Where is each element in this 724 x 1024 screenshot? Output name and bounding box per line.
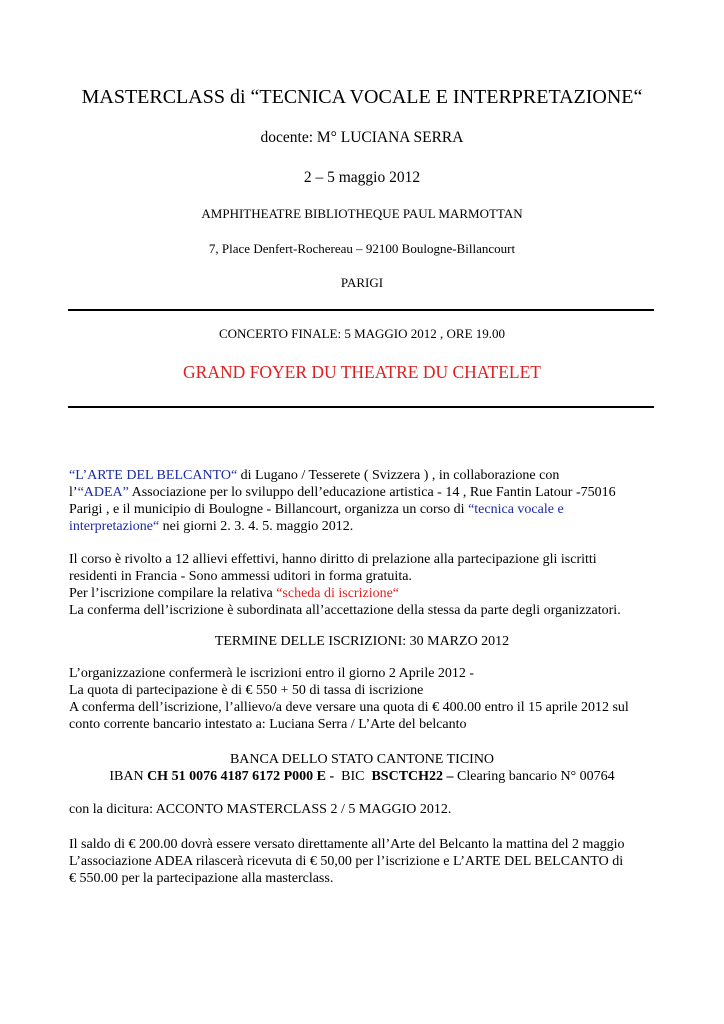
address-line: 7, Place Denfert-Rochereau – 92100 Boulogne-Billancourt [208, 241, 516, 256]
course-line-3 [69, 585, 661, 602]
divider-top [68, 309, 654, 311]
city-line: PARIGI [340, 275, 384, 290]
deadline-line: TERMINE DELLE ISCRIZIONI: 30 MARZO 2012 [214, 634, 510, 649]
dates-line: 2 – 5 maggio 2012 [303, 169, 421, 186]
fees-line-2: La quota di partecipazione è di € 550 + 50 di tassa di iscrizione [69, 683, 424, 698]
concert-location: GRAND FOYER DU THEATRE DU CHATELET [183, 362, 541, 382]
course-line-3-text: Per l’iscrizione compilare la relativa [69, 586, 277, 601]
intro-line-3 [69, 501, 661, 518]
clearing-text: Clearing bancario N° 00764 [453, 769, 615, 784]
teacher-line: docente: M° LUCIANA SERRA [260, 129, 464, 146]
course-name-part2: interpretazione“ [69, 519, 160, 534]
fees-line-4: conto corrente bancario intestato a: Luciana Serra / L’Arte del belcanto [69, 717, 467, 732]
intro-paragraph [69, 467, 661, 535]
bank-name: BANCA DELLO STATO CANTONE TICINO [229, 752, 495, 767]
registration-form-link: “scheda di iscrizione“ [276, 586, 400, 601]
venue-line: AMPHITHEATRE BIBLIOTHEQUE PAUL MARMOTTAN [201, 206, 523, 221]
bic-label: BIC [334, 769, 372, 784]
adea-name: “ADEA” [77, 485, 129, 500]
intro-line-2-prefix: l’ [69, 485, 78, 500]
fees-line-3: A conferma dell’iscrizione, l’allievo/a deve versare una quota di € 400.00 entro il 15 aprile 2012 sul [69, 700, 629, 715]
course-line-1: Il corso è rivolto a 12 allievi effettivi, hanno diritto di prelazione alla partecipazione gli iscritti [69, 552, 597, 567]
memo-line [69, 801, 661, 818]
balance-line-3: € 550.00 per la partecipazione alla masterclass. [69, 871, 334, 886]
intro-line-4 [69, 518, 661, 535]
course-name-part1: “tecnica vocale e [468, 502, 564, 517]
memo-text: con la dicitura: ACCONTO MASTERCLASS 2 / 5 MAGGIO 2012. [69, 802, 452, 817]
bic-value: BSCTCH22 – [371, 769, 454, 784]
divider-bottom [68, 406, 654, 408]
document-title: MASTERCLASS di “TECNICA VOCALE E INTERPRETAZIONE“ [81, 86, 643, 108]
balance-paragraph [69, 836, 661, 887]
iban-label: IBAN [109, 769, 148, 784]
course-line-2: residenti in Francia - Sono ammessi uditori in forma gratuita. [69, 569, 412, 584]
fees-paragraph [69, 665, 661, 733]
intro-line-2 [69, 484, 661, 501]
bank-block [0, 751, 724, 785]
intro-line-2-text: Associazione per lo sviluppo dell’educazione artistica - 14 , Rue Fantin Latour -75016 [128, 485, 616, 500]
intro-line-1 [69, 467, 661, 484]
intro-line-4-text: nei giorni 2. 3. 4. 5. maggio 2012. [159, 519, 354, 534]
iban-value: CH 51 0076 4187 6172 P000 E - [147, 769, 335, 784]
intro-line-1-text: di Lugano / Tesserete ( Svizzera ) , in collaborazione con [237, 468, 560, 483]
concert-line: CONCERTO FINALE: 5 MAGGIO 2012 , ORE 19.00 [218, 326, 506, 341]
balance-line-2: L’associazione ADEA rilascerà ricevuta di € 50,00 per l’iscrizione e L’ARTE DEL BELCANTO di [69, 854, 624, 869]
course-line-4: La conferma dell’iscrizione è subordinata all’accettazione della stessa da parte degli organizzatori. [69, 603, 621, 618]
bank-details [0, 768, 724, 785]
intro-line-3-text: Parigi , e il municipio di Boulogne - Billancourt, organizza un corso di [69, 502, 469, 517]
balance-line-1: Il saldo di € 200.00 dovrà essere versato direttamente all’Arte del Belcanto la mattina del 2 maggio [69, 837, 625, 852]
fees-line-1: L’organizzazione confermerà le iscrizioni entro il giorno 2 Aprile 2012 - [69, 666, 475, 681]
course-paragraph [69, 551, 661, 619]
belcanto-name: “L’ARTE DEL BELCANTO“ [69, 468, 238, 483]
